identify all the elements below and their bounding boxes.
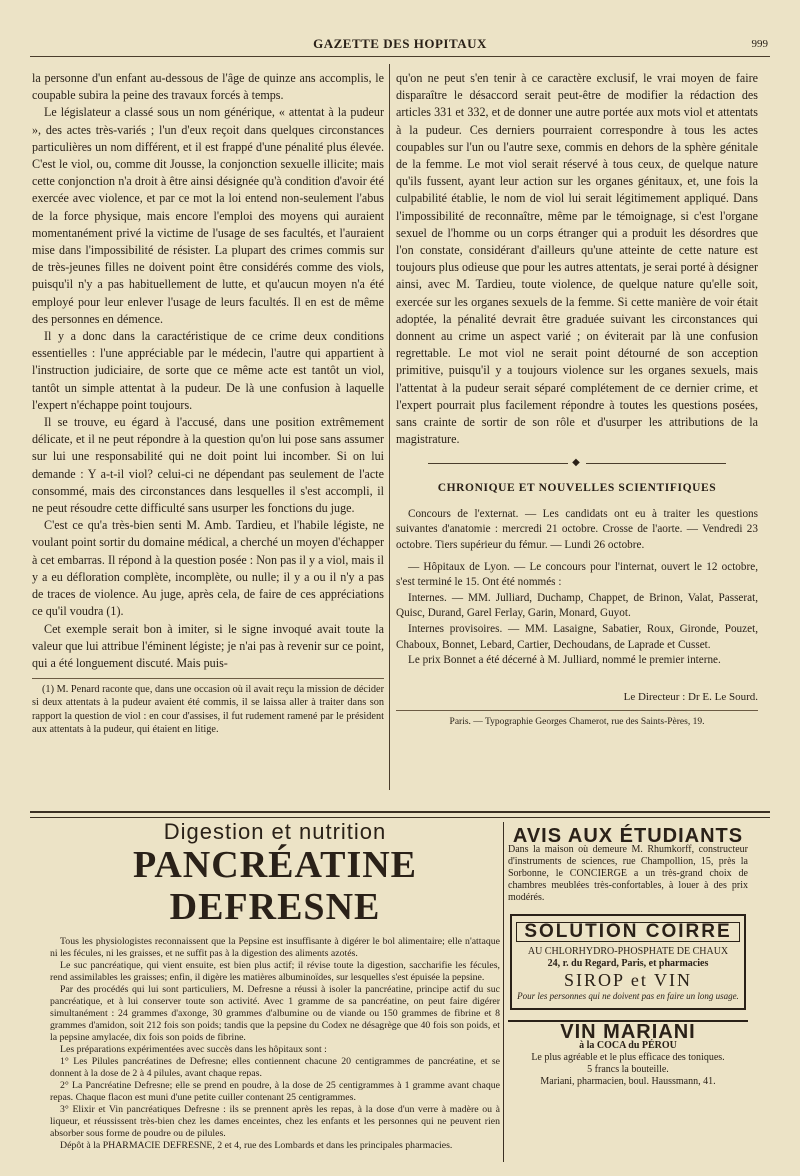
section-divider: ◆ [396,454,758,471]
ad-heading: Digestion et nutrition [163,819,387,844]
chronique-section [396,480,758,732]
director-signature: Le Directeur : Dr E. Le Sourd. [623,690,758,703]
coirre-title: SOLUTION COIRRE [516,922,740,942]
mariani-address: Mariani, pharmacien, boul. Haussmann, 41. [540,1076,716,1087]
paragraph: qu'on ne peut s'en tenir à ce caractère exclusif, le vrai moyen de faire disparaître le désaccord serait peut-être de modifier la rédaction des articles 331 et 332, et de donner une autre portée aux mots viol et attentats à la pudeur. Ces derniers pourraient correspondre à tous les actes coupables sur l'un ou l'autre sexe, commis en dehors de la sphère génitale de la femme. Le mot viol serait réservé à tous ceux, de quelque nature qu'ils fussent, ayant leur action sur les organes génitaux, et, une fois la culpabilité établie, le nom de viol lui serait légitimement appliqué. Dans l'impossibilité de reconnaître, même par le témoignage, si c'est l'organe sexuel de l'homme ou un corps étranger qui a produit les désordres que l'on constate, considérant d'ailleurs qu'une atteinte de cette nature est toujours plus odieuse que pour les autres attentats, je serai porté à désigner ainsi, avec M. Tardieu, toute violence, de quelque nature qu'elle soit, exercée sur les organes sexuels de la femme. Si cette manière de voir était adoptée, la pénalité devrait être graduée suivant les circonstances qui donnent au crime un aspect varié ; on éviterait par là une confusion regrettable. Le mot viol ne serait point détourné de son acception primitive, puisqu'il y a toujours violence sur les organes sexuels, mais l'attentat à la pudeur serait séparé complétement de ce dernier crime, et l'expert pourrait plus facilement répondre à toutes les questions posées, sans crainte de sortir de son rôle et d'usurper les attributions de la magistrature. [396,71,758,447]
mariani-subtitle: à la COCA du PÉROU [579,1040,677,1051]
ad-paragraph: Par des procédés qui lui sont particuliers, M. Defresne a réussi à isoler la pancréatine, principe actif du suc pancréatique, et à lui conserver toute son activité. Avec 1 gramme de sa pancréatine, on peut faire digérer simultanément : 24 grammes d'axonge, 30 grammes d'albumine ou de viande ou 150 grammes de fibrine et 8 grammes d'amidon, soit 212 fois son poids; tandis que la pepsine du Codex ne désagrège que 40 fois son poids, et la pepsine amylacée, dix fois son poids de fibrine. [50,984,500,1043]
chronique-item: Concours de l'externat. — Les candidats ont eu à traiter les questions suivantes d'anatomie : mercredi 21 octobre. Crosse de l'aorte. — Vendredi 23 octobre. Tiers supérieur du fémur. — Lundi 26 octobre. [396,507,758,552]
left-column [32,70,384,736]
paragraph: Cet exemple serait bon à imiter, si le signe invoqué avait toute la valeur que lui attribue l'éminent légiste; je n'ai pas à revenir sur ce point, qui a été longuement discuté. Mais puis- [32,621,384,670]
journal-title: GAZETTE DES HOPITAUX [313,36,487,51]
printer-imprint: Paris. — Typographie Georges Chamerot, rue des Saints-Pères, 19. [396,710,758,731]
coirre-ad-box [510,914,746,1010]
coirre-subtitle: AU CHLORHYDRO-PHOSPHATE DE CHAUX [527,946,729,957]
avis-title: AVIS AUX ÉTUDIANTS [512,825,744,847]
right-advertisements [508,826,748,1088]
ad-paragraph: Le suc pancréatique, qui vient ensuite, est bien plus actif; il révise toute la digestion, saccharifie les fécules, rend assimilables les graisses; enfin, il digère les matières albuminoïdes, sur lesquelles s'est épuisée la pepsine. [50,960,500,983]
column-rule [389,64,390,790]
paragraph: Le législateur a classé sous un nom générique, « attentat à la pudeur », des actes très-variés ; l'un d'eux reçoit dans quelques circonstances particulières un nom différent, et il est frappé d'une pénalité plus élevée. C'est le viol, ou, comme dit Jousse, la conjonction sexuelle illicite; mais cette conjonction n'a droit à être ainsi désignée qu'à condition d'avoir été exercée avec violence, et par ce mot la loi entend non-seulement l'abus de la force physique, mais encore l'emploi des moyens qui auraient momentanément privé la victime de l'usage de ses facultés, et l'auraient mise dans l'impossibilité de résister. La plupart des crimes commis sur de très-jeunes filles ne doivent point être considérés comme des viols, puisqu'il n'y a pas habituellement de lutte, et qu'aucun moyen n'a été employé pour leur enlever l'usage de leurs facultés. Il en est de même des personnes en démence. [32,105,384,326]
paragraph: la personne d'un enfant au-dessous de l'âge de quinze ans accomplis, le coupable subira la peine des travaux forcés à temps. [32,71,384,103]
chronique-item: Internes provisoires. — MM. Lasaigne, Sabatier, Roux, Gironde, Pouzet, Chaboux, Bonnet, Lebard, Cartier, Dechoudans, de Laprade et Cusset. [396,623,758,651]
mariani-title: VIN MARIANI [508,1020,748,1038]
avis-text: Dans la maison où demeure M. Rhumkorff, constructeur d'instruments de sciences, rue Champollion, 15, près la Sorbonne, le CONCIERGE a un très-grand choix de chambres meublées très-confortables, à louer à des prix modérés. [508,844,748,903]
ad-paragraph: 1° Les Pilules pancréatines de Defresne; elles contiennent chacune 20 centigrammes de pancréatine, et se donnent à la dose de 2 à 4 pilules, avant chaque repas. [50,1056,500,1079]
page-header [30,34,770,57]
mariani-price: 5 francs la bouteille. [587,1064,669,1075]
pancreatine-advertisement [50,819,500,1152]
footnote-text: (1) M. Penard raconte que, dans une occasion où il avait reçu la mission de décider si deux attentats à la pudeur avaient été commis, il se laissa aller à traiter dans son rapport la question de viol : en cour d'assises, il fut rudement ramené par le président aux attentats à la pudeur, qui étaient en litige. [32,684,384,735]
coirre-address: 24, r. du Regard, Paris, et pharmacies [547,958,709,969]
page-number: 999 [751,38,768,50]
ad-paragraph: Dépôt à la PHARMACIE DEFRESNE, 2 et 4, rue des Lombards et dans les principales pharmacies. [60,1140,453,1151]
ad-paragraph: 2° La Pancréatine Defresne; elle se prend en poudre, à la dose de 25 centigrammes à 1 gramme avant chaque repas. Chaque flacon est muni d'une petite cuiller contenant 25 centigrammes. [50,1080,500,1103]
chronique-item: Internes. — MM. Julliard, Duchamp, Chappet, de Brinon, Valat, Passerat, Quisc, Durand, Garel Ferlay, Garin, Monard, Guyot. [396,591,758,620]
advertisement-separator [30,811,770,818]
chronique-title: CHRONIQUE ET NOUVELLES SCIENTIFIQUES [437,481,717,494]
ad-paragraph: Les préparations expérimentées avec succès dans les hôpitaux sont : [60,1044,327,1055]
footnote [32,678,384,736]
ad-column-rule [503,822,504,1162]
paragraph: Il y a donc dans la caractéristique de ce crime deux conditions essentielles : l'une appréciable par le médecin, l'autre qui appartient à l'instruction judiciaire, de sorte que ce même acte est tantôt un viol, tantôt un simple attentat à la pudeur. De là une confusion à laquelle l'expert n'échappe point toujours. [32,329,384,412]
chronique-item: — Hôpitaux de Lyon. — Le concours pour l'internat, ouvert le 12 octobre, s'est terminé le 15. Ont été nommés : [396,560,758,589]
paragraph: C'est ce qu'a très-bien senti M. Amb. Tardieu, et l'habile légiste, ne voulant point sortir du domaine médical, a cherché un moyen d'échapper à cet embarras. Il répond à la question posée : Non pas il y a viol, mais il y a eu défloration complète, incomplète, ou nulle; il y a ou il n'y a pas de traces de violence. Au juge, après cela, de faire de ces appréciations ce qu'il voudra (1). [32,518,384,619]
ad-brand: PANCRÉATINE DEFRESNE [132,844,418,928]
chronique-item: Le prix Bonnet a été décerné à M. Julliard, nommé le premier interne. [408,654,721,667]
ad-paragraph: Tous les physiologistes reconnaissent que la Pepsine est insuffisante à digérer le bol alimentaire; elle n'attaque ni les fécules, ni les graisses, et ne suffit pas à la digestion des aliments azotés. [50,936,500,959]
coirre-note: Pour les personnes qui ne doivent pas en faire un long usage. [517,991,739,1001]
coirre-sirop: SIROP et VIN [563,970,692,990]
ad-paragraph: 3° Elixir et Vin pancréatiques Defresne : ils se prennent après les repas, à la dose d'un verre à madère ou à liqueur, et réussissent très-bien chez les dames enceintes, chez les enfants et les personnes qui ne peuvent rien absorber sous forme de poudre ou de pilules. [50,1104,500,1139]
right-column [396,70,758,731]
mariani-text: Le plus agréable et le plus efficace des toniques. [531,1052,725,1063]
paragraph: Il se trouve, eu égard à l'accusé, dans une position extrêmement délicate, et il ne peut répondre à la question qu'on lui pose sans assumer sur lui une responsabilité qui ne doit point lui incomber. Si on lui demande : Y a-t-il viol? celui-ci ne dépendant pas seulement de l'acte consommé, mais des circonstances dans lesquelles il s'est accompli, il ne peut résoudre cette difficulté sans usurper les fonctions du juge. [32,415,384,516]
